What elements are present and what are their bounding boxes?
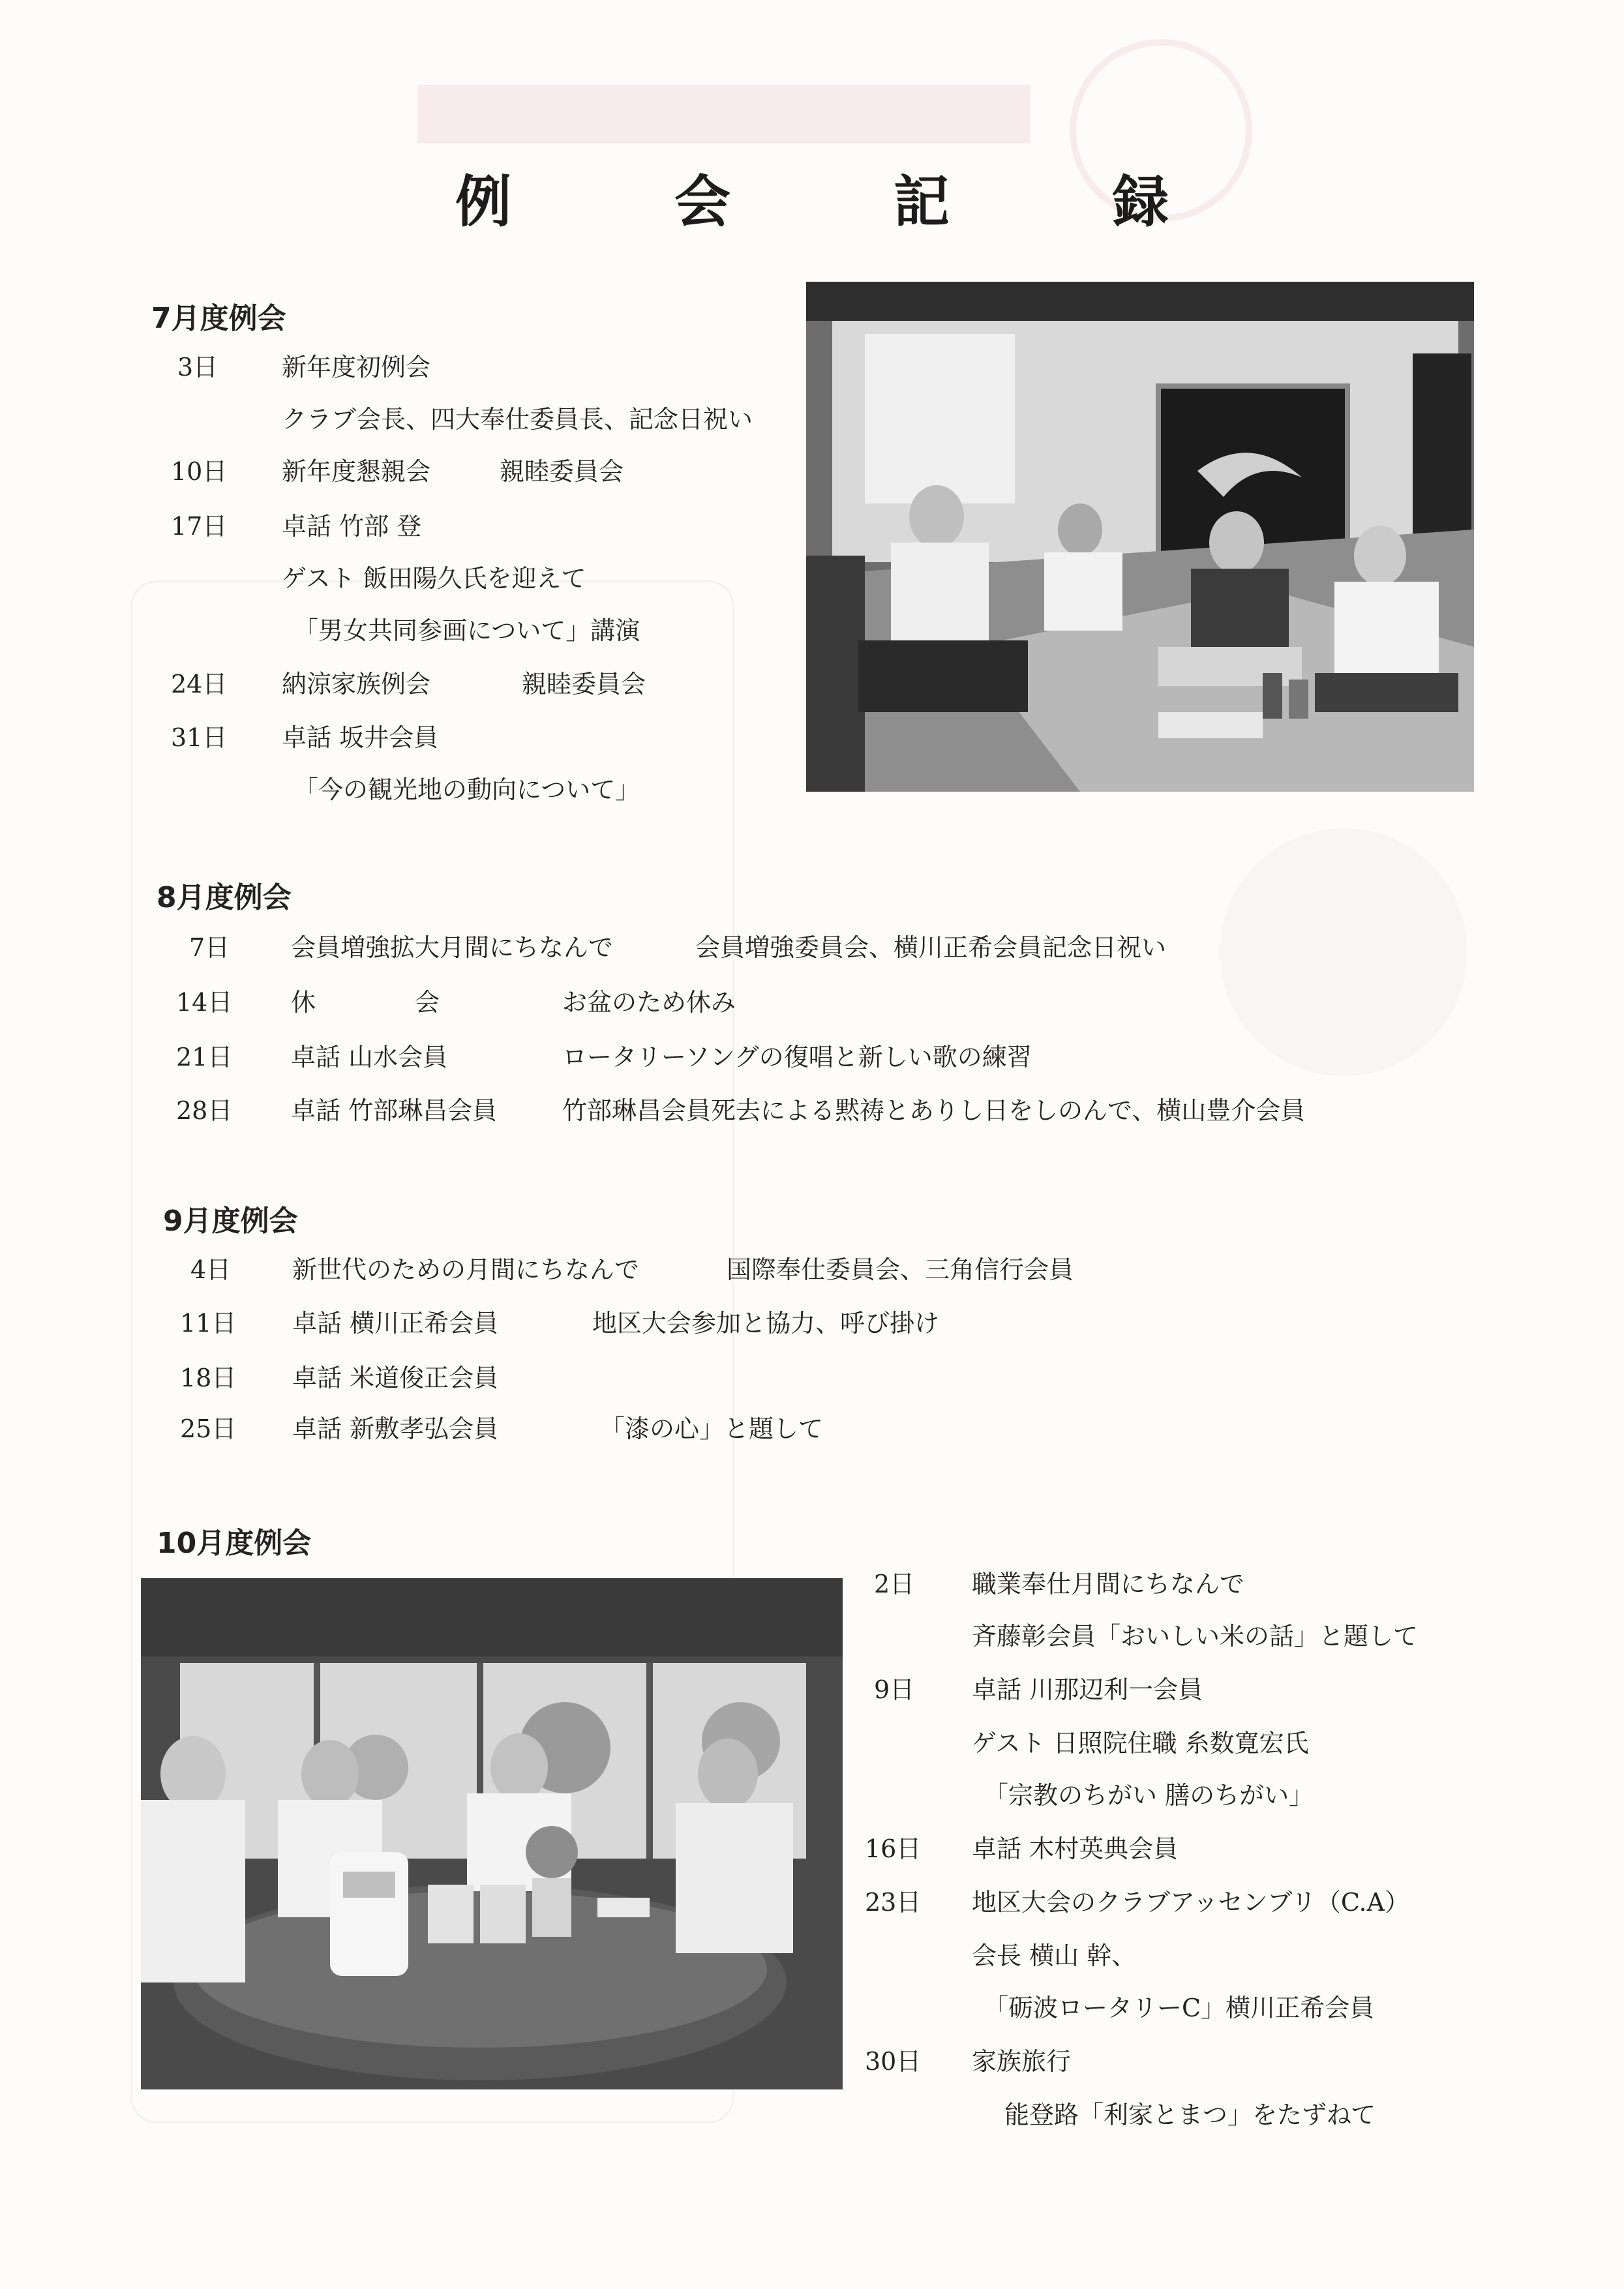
entry-day: 18日 (180, 1364, 237, 1392)
entry-day: 14日 (176, 988, 233, 1017)
entry-note: 地区大会参加と協力、呼び掛け (592, 1309, 940, 1338)
entry-text: 卓話 米道俊正会員 (292, 1364, 499, 1392)
entry-day: 2日 (874, 1570, 915, 1598)
entry-day: 24日 (171, 670, 228, 698)
entry-text: 「宗教のちがい 膳のちがい」 (984, 1781, 1314, 1810)
entry-day: 30日 (865, 2047, 922, 2076)
photo-table-meeting-image (141, 1578, 843, 2089)
bleed-through-circle (1220, 828, 1467, 1076)
entry-text: 地区大会のクラブアッセンブリ（C.A） (972, 1888, 1410, 1917)
entry-day: 11日 (180, 1309, 237, 1338)
bleed-through-banner (417, 85, 1030, 143)
entry-note: 竹部琳昌会員死去による黙祷とありし日をしのんで、横山豊介会員 (562, 1096, 1306, 1125)
entry-text: 新世代のための月間にちなんで (292, 1255, 640, 1284)
entry-text: 「今の観光地の動向について」 (293, 775, 640, 804)
entry-day: 3日 (177, 353, 218, 382)
entry-text: ゲスト 日照院住職 糸数寛宏氏 (972, 1729, 1309, 1758)
entry-text: 能登路「利家とまつ」をたずねて (1004, 2101, 1376, 2129)
july-heading: 7月度例会 (151, 302, 286, 335)
entry-text: 「男女共同参画について」講演 (293, 616, 640, 645)
entry-note: 「漆の心」と題して (600, 1414, 824, 1443)
entry-text: 卓話 横川正希会員 (292, 1309, 499, 1338)
entry-day: 17日 (171, 512, 228, 541)
entry-text: 会長 横山 幹、 (972, 1941, 1137, 1970)
entry-text: 新年度懇親会 (282, 457, 431, 486)
entry-text: 卓話 竹部琳昌会員 (291, 1096, 498, 1125)
august-heading: 8月度例会 (157, 881, 292, 914)
entry-text: 卓話 新敷孝弘会員 (292, 1414, 499, 1443)
entry-note: 国際奉仕委員会、三角信行会員 (727, 1255, 1074, 1284)
entry-day: 21日 (176, 1043, 233, 1071)
page-title: 例 会 記 録 (455, 169, 1241, 235)
entry-text: 斉藤彰会員「おいしい米の話」と題して (972, 1622, 1419, 1651)
entry-text: 卓話 坂井会員 (282, 723, 439, 752)
entry-day: 25日 (180, 1414, 237, 1443)
entry-note: 親睦委員会 (500, 457, 624, 486)
entry-text: 会員増強拡大月間にちなんで (291, 933, 614, 962)
entry-text: 卓話 山水会員 (291, 1043, 448, 1071)
entry-text: ゲスト 飯田陽久氏を迎えて (282, 564, 586, 593)
entry-day: 7日 (189, 933, 230, 962)
entry-note: お盆のため休み (562, 988, 736, 1017)
entry-text: 卓話 川那辺利一会員 (972, 1675, 1203, 1704)
entry-note: 親睦委員会 (522, 670, 646, 698)
entry-note: 会員増強委員会、横川正希会員記念日祝い (695, 933, 1167, 962)
entry-text: 新年度初例会 (282, 353, 431, 382)
entry-day: 9日 (874, 1675, 915, 1704)
photo-tatami-meeting (806, 282, 1474, 792)
entry-text: 納涼家族例会 (282, 670, 431, 698)
entry-text: クラブ会長、四大奉仕委員長、記念日祝い (282, 405, 753, 434)
entry-day: 23日 (865, 1888, 922, 1917)
entry-day: 28日 (176, 1096, 233, 1125)
entry-text: 卓話 竹部 登 (282, 512, 422, 541)
entry-text: 卓話 木村英典会員 (972, 1834, 1179, 1863)
photo-table-meeting (141, 1578, 843, 2089)
entry-day: 31日 (171, 723, 228, 752)
september-heading: 9月度例会 (163, 1204, 298, 1238)
entry-day: 16日 (865, 1834, 922, 1863)
entry-text: 職業奉仕月間にちなんで (972, 1570, 1245, 1598)
photo-tatami-meeting-image (806, 282, 1474, 792)
entry-text: 休 会 (291, 988, 440, 1017)
october-heading: 10月度例会 (157, 1527, 312, 1560)
entry-day: 4日 (190, 1255, 232, 1284)
entry-note: ロータリーソングの復唱と新しい歌の練習 (562, 1043, 1032, 1071)
entry-text: 「砺波ロータリーC」横川正希会員 (984, 1994, 1375, 2022)
entry-text: 家族旅行 (972, 2047, 1072, 2076)
entry-day: 10日 (171, 457, 228, 486)
